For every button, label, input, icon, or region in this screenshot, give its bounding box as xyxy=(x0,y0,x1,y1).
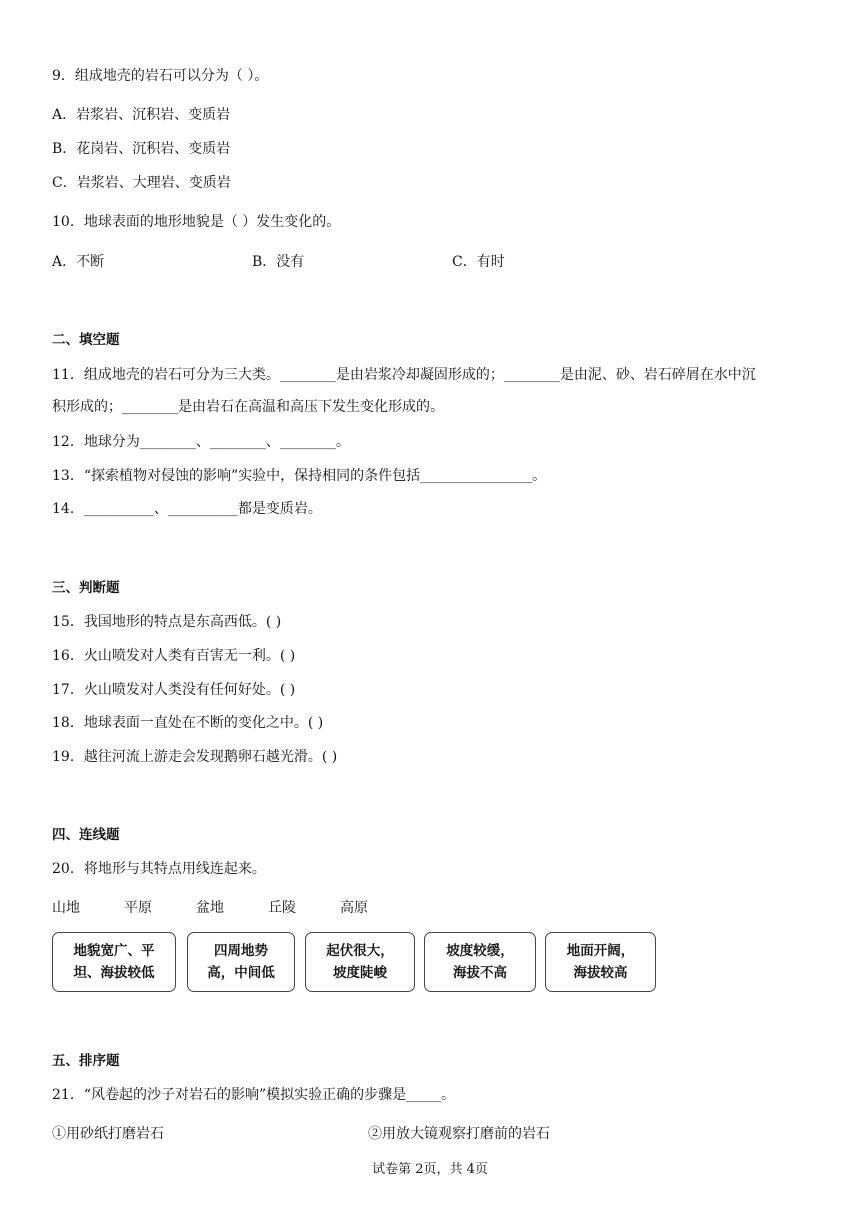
section-4-heading: 四、连线题 xyxy=(52,827,120,843)
feature-box: 四周地势 高，中间低 xyxy=(187,932,295,992)
q16: 16．火山喷发对人类有百害无一利。( ) xyxy=(52,648,296,664)
q9-option-b: B．花岗岩、沉积岩、变质岩 xyxy=(52,141,231,157)
q9-stem: 9．组成地壳的岩石可以分为（ ）。 xyxy=(52,68,269,84)
section-5-heading: 五、排序题 xyxy=(52,1053,120,1069)
q21-step-2: ②用放大镜观察打磨前的岩石 xyxy=(368,1126,550,1142)
feature-box: 地面开阔， 海拔较高 xyxy=(545,932,656,992)
q12: 12．地球分为________、________、________。 xyxy=(52,434,350,450)
q10-option-a: A．不断 xyxy=(52,254,105,270)
q9-option-a: A．岩浆岩、沉积岩、变质岩 xyxy=(52,107,231,123)
q13: 13．“探索植物对侵蚀的影响”实验中，保持相同的条件包括________________。 xyxy=(52,468,547,484)
q10-stem: 10．地球表面的地形地貌是（ ）发生变化的。 xyxy=(52,214,341,230)
section-3-heading: 三、判断题 xyxy=(52,580,120,596)
q19: 19．越往河流上游走会发现鹅卵石越光滑。( ) xyxy=(52,749,338,765)
page-footer: 试卷第 2页，共 4页 xyxy=(372,1162,488,1177)
q21: 21．“风卷起的沙子对岩石的影响”模拟实验正确的步骤是_____。 xyxy=(52,1087,456,1103)
q21-step-1: ①用砂纸打磨岩石 xyxy=(52,1126,164,1142)
q20: 20．将地形与其特点用线连起来。 xyxy=(52,861,266,877)
q11-line1: 11．组成地壳的岩石可分为三大类。________是由岩浆冷却凝固形成的；________是由泥、砂、岩石碎屑在水中沉 xyxy=(52,367,756,383)
q11-line2: 积形成的；________是由岩石在高温和高压下发生变化形成的。 xyxy=(52,399,444,415)
terrain-label: 平原 xyxy=(124,900,152,916)
feature-box: 地貌宽广、平 坦、海拔较低 xyxy=(52,932,176,992)
q10-option-c: C．有时 xyxy=(452,254,505,270)
feature-box: 坡度较缓， 海拔不高 xyxy=(424,932,536,992)
terrain-label: 高原 xyxy=(340,900,368,916)
section-2-heading: 二、填空题 xyxy=(52,332,120,348)
terrain-label: 山地 xyxy=(52,900,80,916)
terrain-label: 丘陵 xyxy=(268,900,296,916)
q10-option-b: B．没有 xyxy=(252,254,305,270)
q18: 18．地球表面一直处在不断的变化之中。( ) xyxy=(52,715,324,731)
terrain-label: 盆地 xyxy=(196,900,224,916)
q14: 14．__________、__________都是变质岩。 xyxy=(52,501,322,517)
q17: 17．火山喷发对人类没有任何好处。( ) xyxy=(52,682,296,698)
feature-box: 起伏很大， 坡度陡峻 xyxy=(305,932,415,992)
q15: 15．我国地形的特点是东高西低。( ) xyxy=(52,614,282,630)
q9-option-c: C．岩浆岩、大理岩、变质岩 xyxy=(52,175,231,191)
